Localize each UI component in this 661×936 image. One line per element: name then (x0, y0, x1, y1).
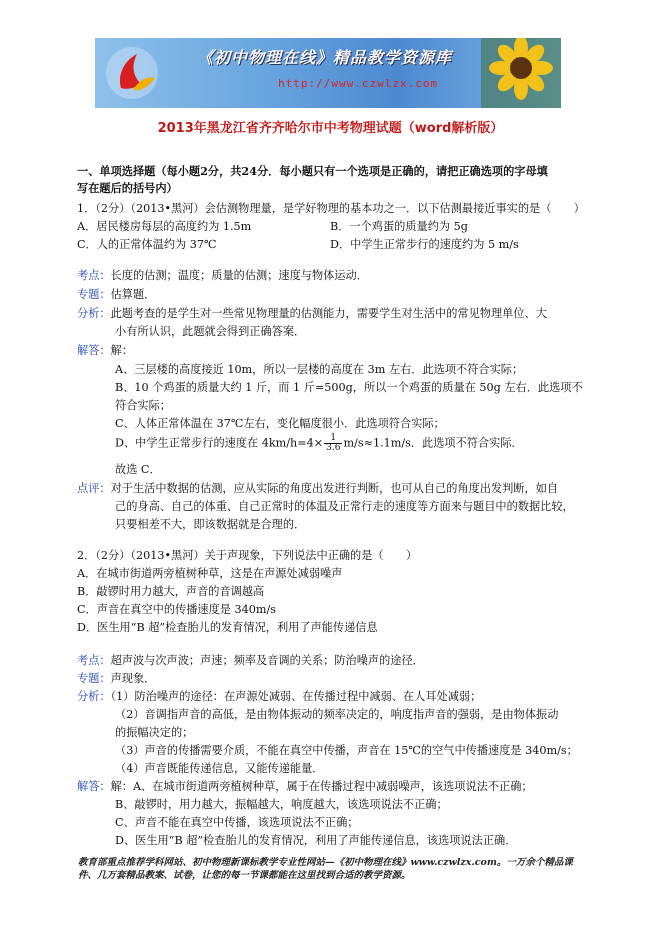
q2-zhuanti: 声现象． (110, 672, 156, 685)
q2-kaodian-row (77, 653, 424, 668)
page-footer (78, 856, 598, 882)
q1-answer-b-2: 符合实际； (115, 399, 171, 412)
q2-fenxi-1: （1）防治噪声的途径：在声源处减弱、在传播过程中减弱、在人耳处减弱； (110, 690, 482, 703)
q2-jieda-row (77, 779, 533, 794)
q1-kaodian: 长度的估测；温度；质量的估测；速度与物体运动． (110, 269, 368, 282)
banner-url[interactable]: http://www.czwlzx.com (278, 77, 439, 90)
q1-option-c: C．人的正常体温约为 37℃ (77, 238, 217, 251)
q1-fenxi-row (77, 306, 547, 321)
q2-fenxi-2: （2）音调指声音的高低，是由物体振动的频率决定的，响度指声音的强弱，是由物体振动 (115, 708, 559, 721)
q2-kaodian: 超声波与次声波；声速；频率及音调的关系；防治噪声的途径． (110, 654, 424, 667)
fraction (324, 434, 342, 453)
footer-line-1: 教育部重点推荐学科网站、初中物理新课标教学专业性网站—《初中物理在线》www.czwlzx.com。一万余个精品课 (78, 857, 573, 868)
q2-fenxi-row (77, 689, 481, 704)
q2-option-a: A．在城市街道两旁植树种草，这是在声源处减弱噪声 (77, 567, 343, 580)
q2-fenxi-label: 分析： (77, 690, 111, 703)
q2-answer-a: 解：A、在城市街道两旁植树种草，属于在传播过程中减弱噪声，该选项说法不正确； (110, 780, 533, 793)
q2-fenxi-4: （3）声音的传播需要介质，不能在真空中传播，声音在 15℃的空气中传播速度是 340m/s； (115, 744, 578, 757)
header-banner (95, 38, 561, 108)
section-heading-line1: 一、单项选择题（每小题2分，共24分．每小题只有一个选项是正确的，请把正确选项的字母填 (77, 164, 548, 178)
q1-option-b: B．一个鸡蛋的质量约为 5g (330, 220, 468, 233)
fraction-numerator: 1 (324, 434, 342, 444)
q1-zhuanti-row (77, 287, 155, 302)
q1-option-d: D．中学生正常步行的速度约为 5 m/s (330, 238, 519, 251)
q1-fenxi-label: 分析： (77, 307, 111, 320)
q2-jieda-label: 解答： (77, 780, 111, 793)
q1-zhuanti-label: 专题： (77, 288, 111, 301)
section-heading-line2: 写在题后的括号内） (77, 181, 178, 195)
q2-answer-d: D、医生用“B 超”检查胎儿的发育情况，利用了声能传递信息，该选项说法正确． (115, 834, 517, 847)
q1-dianping-row (77, 481, 558, 496)
q1-kaodian-label: 考点： (77, 269, 111, 282)
q2-kaodian-label: 考点： (77, 654, 111, 667)
q1-answer-d-pre: D、中学生正常步行的速度在 4km/h=4× (115, 436, 324, 450)
q2-stem: 2．（2分）（2013•黑河）关于声现象，下列说法中正确的是（ ） (77, 549, 418, 562)
q1-option-a: A．居民楼房每层的高度约为 1.5m (77, 220, 252, 233)
footer-line-2: 件、几万套精品教案、试卷，让您的每一节课都能在这里找到合适的教学资源。 (78, 870, 411, 881)
document-title: 2013年黑龙江省齐齐哈尔市中考物理试题（word解析版） (157, 121, 504, 136)
q2-fenxi-5: （4）声音既能传递信息，又能传递能量． (115, 762, 324, 775)
logo-icon (103, 44, 161, 102)
sunflower-icon (481, 38, 561, 108)
fraction-denominator: 3.6 (326, 443, 341, 453)
q2-fenxi-3: 的振幅决定的； (115, 726, 194, 739)
q1-jie: 解： (110, 344, 133, 357)
banner-title: 《初中物理在线》精品教学资源库 (197, 48, 453, 67)
q1-answer-d-post: m/s≈1.1m/s．此选项不符合实际． (343, 436, 523, 450)
q1-stem: 1．（2分）（2013•黑河）会估测物理量，是学好物理的基本功之一．以下估测最接近事实的是（ ） (77, 202, 585, 215)
q1-jieda-label: 解答： (77, 344, 111, 357)
q2-option-b: B．敲锣时用力越大，声音的音调越高 (77, 585, 265, 598)
q1-fenxi-2: 小有所认识，此题就会得到正确答案． (115, 325, 306, 338)
q1-answer-c: C、人体正常体温在 37℃左右，变化幅度很小．此选项符合实际； (115, 417, 445, 430)
q1-kaodian-row (77, 268, 368, 283)
q1-conclusion: 故选 C． (115, 463, 161, 476)
q2-option-c: C．声音在真空中的传播速度是 340m/s (77, 603, 277, 616)
q1-dianping-2: 己的身高、自己的体重、自己正常时的体温及正常行走的速度等方面来与题目中的数据比较， (115, 500, 574, 513)
q1-answer-a: A、三层楼的高度接近 10m，所以一层楼的高度在 3m 左右．此选项不符合实际； (115, 363, 524, 376)
q2-zhuanti-row (77, 671, 155, 686)
q2-zhuanti-label: 专题： (77, 672, 111, 685)
q1-zhuanti: 估算题． (110, 288, 156, 301)
q1-dianping-1: 对于生活中数据的估测，应从实际的角度出发进行判断，也可从自己的角度出发判断，如自 (110, 482, 559, 495)
q1-fenxi-1: 此题考查的是学生对一些常见物理量的估测能力，需要学生对生活中的常见物理单位、大 (110, 307, 547, 320)
q1-dianping-3: 只要相差不大，即该数据就是合理的． (115, 518, 306, 531)
q1-answer-b-1: B、10 个鸡蛋的质量大约 1 斤，而 1 斤=500g，所以一个鸡蛋的质量在 50g 左右．此选项不 (115, 381, 583, 394)
q2-option-d: D．医生用“B 超”检查胎儿的发育情况，利用了声能传递信息 (77, 621, 378, 634)
q1-jieda-row (77, 343, 133, 358)
q1-answer-d (115, 434, 523, 453)
q2-answer-b: B、敲锣时，用力越大，振幅越大，响度越大，该选项说法不正确； (115, 798, 448, 811)
q2-answer-c: C、声音不能在真空中传播，该选项说法不正确； (115, 816, 359, 829)
q1-dianping-label: 点评： (77, 482, 111, 495)
